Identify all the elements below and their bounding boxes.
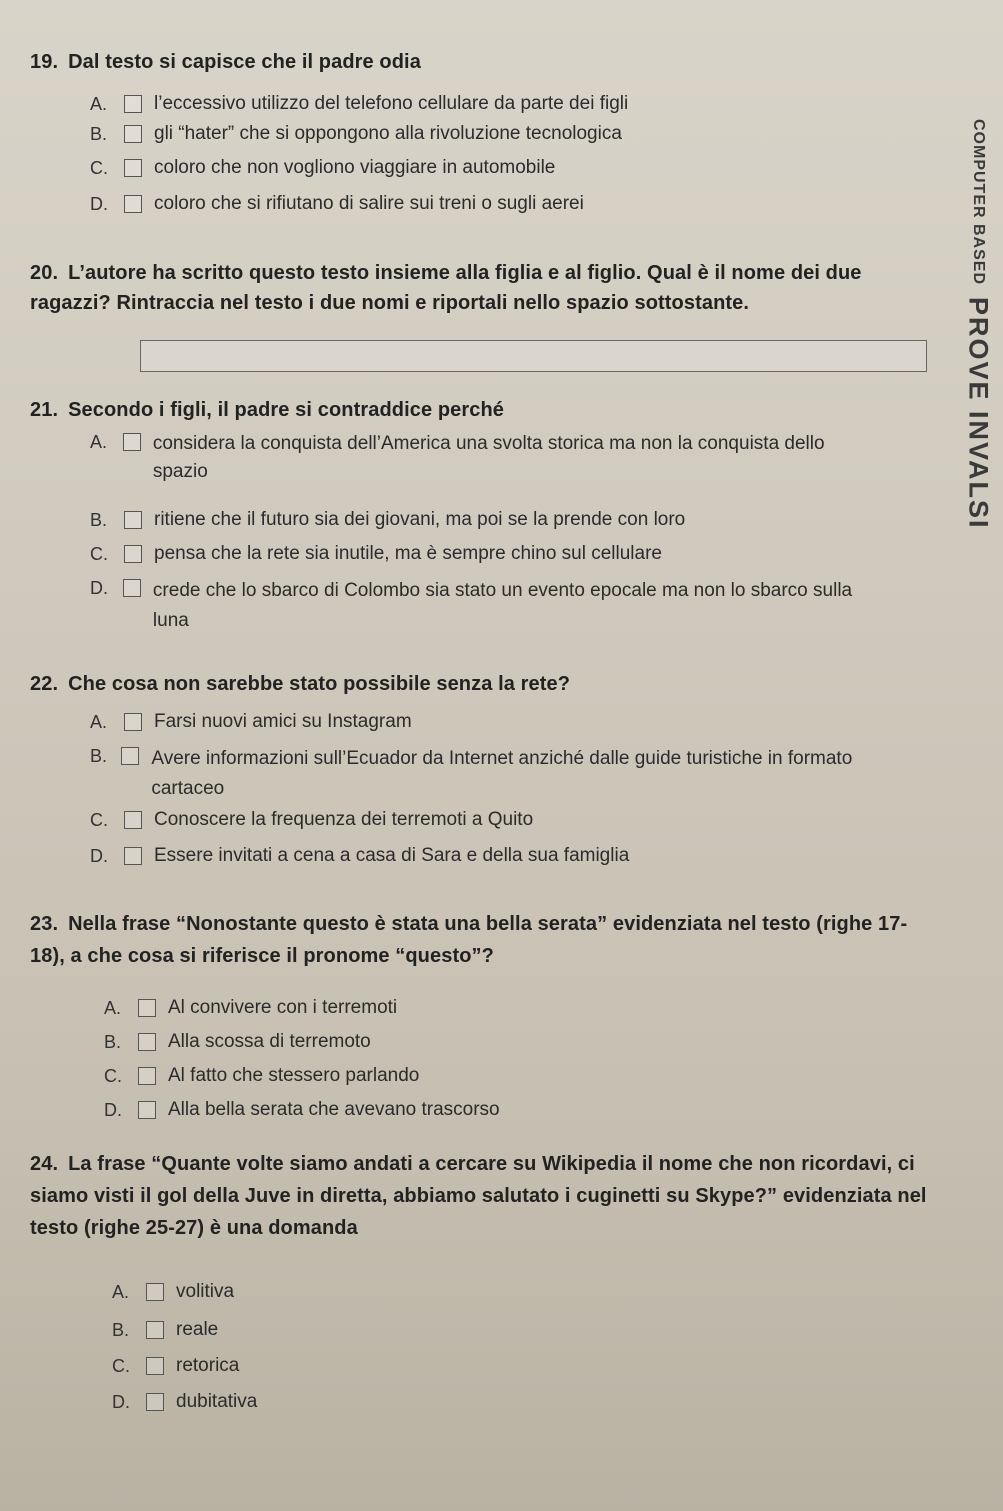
question-text: La frase “Quante volte siamo andati a cercare su Wikipedia il nome che non ricordavi, ci siamo visti il gol della Juve in diretta, abbiamo salutato i cuginetti su Skype?” evidenziata nel testo (righe 25-27) è una domanda [30,1153,927,1239]
option-text: Conoscere la frequenza dei terremoti a Quito [154,809,534,830]
option-letter: B. [104,1032,122,1052]
checkbox[interactable] [121,747,139,765]
q22-option-a[interactable] [90,710,870,734]
question-24-title [30,1148,965,1244]
option-text: coloro che non vogliono viaggiare in automobile [154,157,556,178]
question-20-title [30,258,910,318]
question-23-title [30,908,940,972]
option-text: volitiva [176,1281,235,1302]
q23-option-d[interactable] [104,1098,884,1122]
option-letter: A. [90,94,108,114]
checkbox[interactable] [124,125,142,143]
option-text: Essere invitati a cena a casa di Sara e della sua famiglia [154,845,630,866]
checkbox[interactable] [138,1033,156,1051]
option-letter: B. [112,1320,130,1340]
q21-option-b[interactable] [90,508,860,532]
checkbox[interactable] [146,1357,164,1375]
option-text: crede che lo sbarco di Colombo sia stato un evento epocale ma non lo sbarco sulla luna [152,580,853,631]
answer-field[interactable] [140,340,927,372]
q23-option-c[interactable] [104,1064,884,1088]
option-letter: A. [90,712,108,732]
option-letter: D. [90,194,108,214]
q22-option-d[interactable] [90,844,870,868]
option-text: coloro che si rifiutano di salire sui treni o sugli aerei [154,193,584,214]
option-letter: C. [112,1356,130,1376]
option-text: considera la conquista dell’America una svolta storica ma non la conquista dello spazio [152,433,825,482]
checkbox[interactable] [146,1283,164,1301]
option-letter: A. [112,1282,130,1302]
q24-option-b[interactable] [112,1318,812,1342]
option-letter: A. [104,998,122,1018]
question-number: 23. [30,913,59,935]
checkbox[interactable] [124,811,142,829]
checkbox[interactable] [124,713,142,731]
option-letter: C. [90,544,108,564]
q22-option-c[interactable] [90,808,870,832]
option-letter: D. [104,1100,122,1120]
q19-option-a[interactable] [90,92,870,116]
option-text: Al fatto che stessero parlando [168,1065,420,1086]
option-text: pensa che la rete sia inutile, ma è sempre chino sul cellulare [154,543,662,564]
question-number: 19. [30,51,59,73]
question-text: Che cosa non sarebbe stato possibile senza la rete? [68,673,571,695]
option-letter: D. [112,1392,130,1412]
q19-option-d[interactable] [90,192,870,216]
option-letter: C. [90,810,108,830]
question-number: 24. [30,1153,59,1175]
option-letter: A. [90,432,108,452]
checkbox[interactable] [146,1393,164,1411]
option-text: reale [176,1319,219,1340]
q24-option-a[interactable] [112,1280,812,1304]
option-text: gli “hater” che si oppongono alla rivoluzione tecnologica [154,123,622,144]
q24-option-c[interactable] [112,1354,812,1378]
checkbox[interactable] [138,1101,156,1119]
option-text: Farsi nuovi amici su Instagram [154,711,412,732]
question-21-title [30,398,910,422]
checkbox[interactable] [146,1321,164,1339]
option-text: ritiene che il futuro sia dei giovani, ma poi se la prende con loro [154,509,686,530]
option-text: Al convivere con i terremoti [168,997,398,1018]
option-letter: B. [90,124,108,144]
q19-option-b[interactable] [90,122,870,146]
checkbox[interactable] [124,511,142,529]
q22-option-b[interactable] [90,744,870,804]
question-text: L’autore ha scritto questo testo insieme alla figlia e al figlio. Qual è il nome dei due ragazzi? Rintraccia nel testo i due nomi e riportali nello spazio sottostante. [30,262,862,314]
option-letter: C. [90,158,108,178]
option-text: Alla scossa di terremoto [168,1031,371,1052]
checkbox[interactable] [138,1067,156,1085]
checkbox[interactable] [123,433,141,451]
question-19-title [30,50,910,74]
q24-option-d[interactable] [112,1390,812,1414]
side-label-main: PROVE INVALSI [963,297,994,530]
option-text: retorica [176,1355,240,1376]
option-text: Avere informazioni sull’Ecuador da Internet anziché dalle guide turistiche in formato cartaceo [151,748,853,799]
checkbox[interactable] [123,579,141,597]
option-letter: D. [90,578,108,598]
checkbox[interactable] [124,545,142,563]
q21-option-d[interactable] [90,576,870,636]
question-number: 21. [30,399,59,421]
checkbox[interactable] [124,95,142,113]
checkbox[interactable] [124,195,142,213]
checkbox[interactable] [124,847,142,865]
question-22-title [30,672,910,696]
q23-option-a[interactable] [104,996,884,1020]
side-series-label [961,70,995,530]
q23-option-b[interactable] [104,1030,884,1054]
question-number: 22. [30,673,59,695]
q19-option-c[interactable] [90,156,870,180]
checkbox[interactable] [138,999,156,1017]
question-text: Nella frase “Nonostante questo è stata una bella serata” evidenziata nel testo (righe 17-18), a che cosa si riferisce il pronome “questo”? [30,913,908,967]
checkbox[interactable] [124,159,142,177]
option-letter: D. [90,846,108,866]
q21-option-a[interactable] [90,430,860,486]
question-text: Secondo i figli, il padre si contraddice perché [68,399,505,421]
option-text: dubitativa [176,1391,258,1412]
question-number: 20. [30,262,59,284]
option-letter: B. [90,746,108,766]
q21-option-c[interactable] [90,542,860,566]
option-letter: C. [104,1066,122,1086]
option-text: l’eccessivo utilizzo del telefono cellulare da parte dei figli [154,93,629,114]
question-text: Dal testo si capisce che il padre odia [68,51,421,73]
option-text: Alla bella serata che avevano trascorso [168,1099,500,1120]
option-letter: B. [90,510,108,530]
side-label-sub: COMPUTER BASED [970,119,987,286]
